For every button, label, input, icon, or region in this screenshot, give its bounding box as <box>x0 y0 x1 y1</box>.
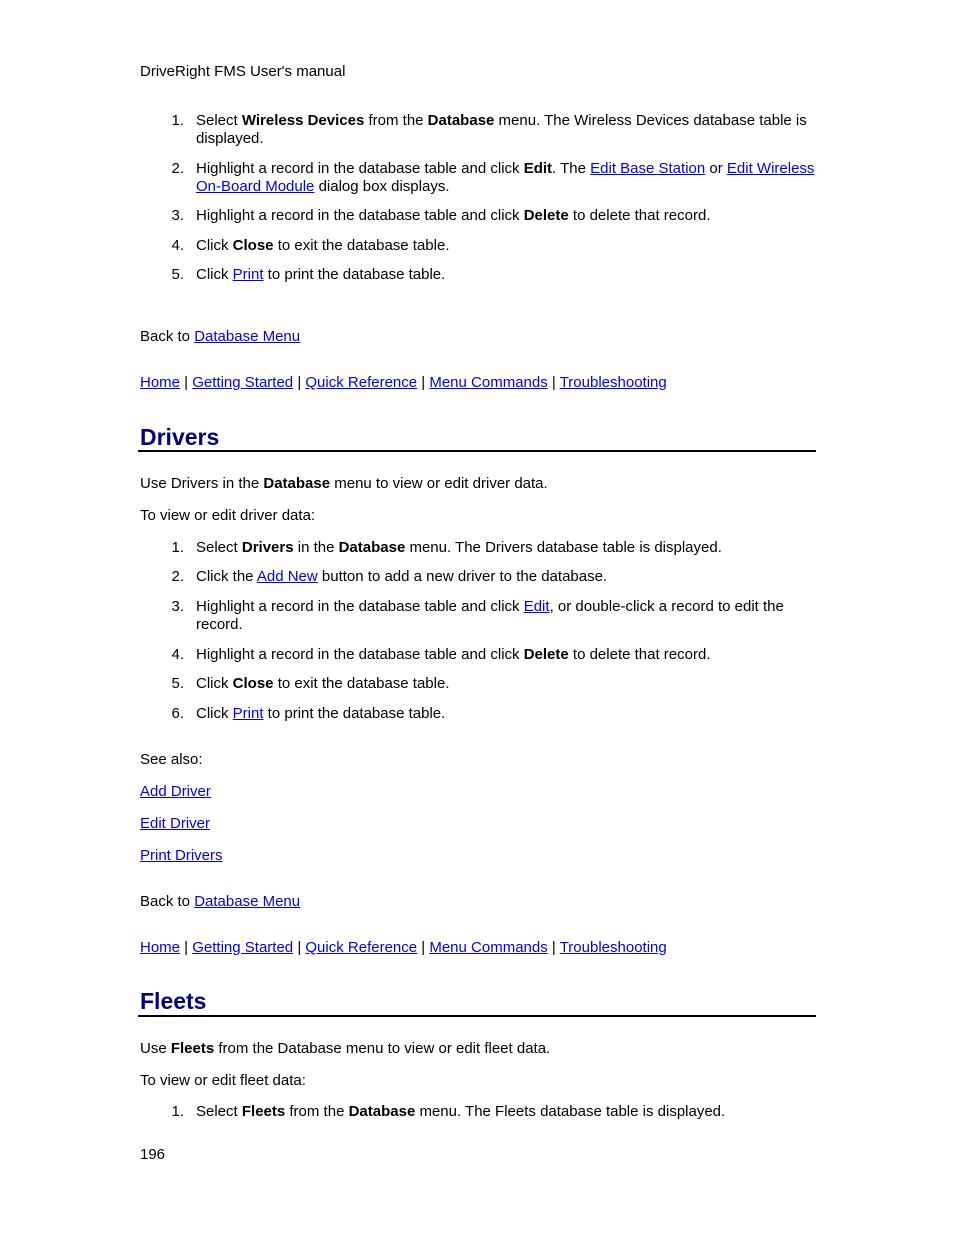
list-number: 2. <box>171 160 184 177</box>
list-text <box>196 675 820 693</box>
text-run: or <box>705 160 727 177</box>
print-drivers-link[interactable]: Print Drivers <box>140 847 223 864</box>
edit-driver-link[interactable]: Edit Driver <box>140 815 211 832</box>
list-number: 1. <box>171 112 184 129</box>
text-run: dialog box displays. <box>314 178 450 195</box>
bold-term: Wireless Devices <box>241 112 365 129</box>
list-text <box>196 598 820 634</box>
list-text <box>196 539 820 557</box>
bold-term: Delete <box>523 646 569 663</box>
text-run: Highlight a record in the database table and click <box>196 646 524 663</box>
getting-started-link[interactable]: Getting Started <box>192 374 294 391</box>
back-to-label: Back to <box>140 893 195 910</box>
text-run: Use <box>140 1040 171 1057</box>
text-run: Highlight a record in the database table and click <box>196 598 524 615</box>
text-run: menu. The Drivers database table is displayed. <box>405 539 722 556</box>
text-run: Click <box>196 705 233 722</box>
drivers-to-view: To view or edit driver data: <box>140 507 316 524</box>
text-run: to print the database table. <box>263 266 446 283</box>
bold-term: Database <box>338 539 406 556</box>
list-text <box>196 237 820 255</box>
fleets-heading: Fleets <box>140 988 207 1014</box>
bold-term: Database <box>348 1103 416 1120</box>
back-to-label: Back to <box>140 328 195 345</box>
quick-reference-link[interactable]: Quick Reference <box>305 939 418 956</box>
list-number: 3. <box>171 598 184 615</box>
list-number: 4. <box>171 646 184 663</box>
list-text <box>196 568 820 586</box>
text-run: menu. The Wireless Devices database table is displayed. <box>196 112 807 147</box>
fleets-intro <box>140 1040 820 1058</box>
text-run: to delete that record. <box>568 207 711 224</box>
bold-term: Close <box>232 675 274 692</box>
inline-link[interactable]: Print <box>232 705 264 722</box>
inline-link[interactable]: Edit <box>523 598 550 615</box>
back-to-line <box>140 328 300 346</box>
nav-separator: | <box>417 374 430 391</box>
list-number: 6. <box>171 705 184 722</box>
list-text <box>196 705 820 723</box>
text-run: in the <box>293 539 339 556</box>
fleets-to-view: To view or edit fleet data: <box>140 1072 306 1089</box>
list-text <box>196 207 820 225</box>
bold-term: Close <box>232 237 274 254</box>
inline-link[interactable]: Edit Base Station <box>590 160 706 177</box>
drivers-intro <box>140 475 820 493</box>
getting-started-link[interactable]: Getting Started <box>192 939 294 956</box>
back-to-line <box>140 893 300 911</box>
menu-commands-link[interactable]: Menu Commands <box>429 939 548 956</box>
text-run: Select <box>196 1103 242 1120</box>
text-run: Select <box>196 112 242 129</box>
database-menu-link[interactable]: Database Menu <box>194 893 301 910</box>
text-run: to print the database table. <box>263 705 446 722</box>
text-run: menu. The Fleets database table is displayed. <box>415 1103 726 1120</box>
text-run: Click <box>196 675 233 692</box>
troubleshooting-link[interactable]: Troubleshooting <box>559 374 667 391</box>
home-link[interactable]: Home <box>140 939 181 956</box>
text-run: Use Drivers in the <box>140 475 264 492</box>
add-driver-link[interactable]: Add Driver <box>140 783 211 800</box>
text-run: to exit the database table. <box>273 237 450 254</box>
nav-separator: | <box>180 374 193 391</box>
list-text <box>196 646 820 664</box>
nav-separator: | <box>180 939 193 956</box>
text-run: from the Database menu to view or edit fleet data. <box>214 1040 551 1057</box>
list-number: 1. <box>171 539 184 556</box>
nav-separator: | <box>547 939 560 956</box>
drivers-heading: Drivers <box>140 424 220 450</box>
bold-term: Database <box>263 475 331 492</box>
list-number: 2. <box>171 568 184 585</box>
inline-link[interactable]: Edit Wireless On-Board Module <box>196 160 815 195</box>
text-run: Highlight a record in the database table and click <box>196 160 524 177</box>
bold-term: Delete <box>523 207 569 224</box>
text-run: menu to view or edit driver data. <box>330 475 548 492</box>
text-run: , or double-click a record to edit the record. <box>196 598 784 633</box>
bold-term: Fleets <box>241 1103 286 1120</box>
bold-term: Edit <box>523 160 553 177</box>
troubleshooting-link[interactable]: Troubleshooting <box>559 939 667 956</box>
text-run: from the <box>285 1103 349 1120</box>
list-text <box>196 1103 820 1121</box>
text-run: button to add a new driver to the database. <box>317 568 608 585</box>
heading-rule <box>138 1015 816 1017</box>
page-number: 196 <box>140 1146 166 1163</box>
nav-separator: | <box>293 374 306 391</box>
running-header: DriveRight FMS User's manual <box>140 63 346 80</box>
list-number: 1. <box>171 1103 184 1120</box>
nav-separator: | <box>417 939 430 956</box>
text-run: from the <box>364 112 428 129</box>
menu-commands-link[interactable]: Menu Commands <box>429 374 548 391</box>
text-run: Click the <box>196 568 257 585</box>
inline-link[interactable]: Print <box>232 266 264 283</box>
text-run: to exit the database table. <box>273 675 450 692</box>
list-number: 3. <box>171 207 184 224</box>
text-run: Highlight a record in the database table and click <box>196 207 524 224</box>
nav-bar <box>140 374 667 392</box>
home-link[interactable]: Home <box>140 374 181 391</box>
bold-term: Drivers <box>241 539 294 556</box>
list-number: 5. <box>171 266 184 283</box>
database-menu-link[interactable]: Database Menu <box>194 328 301 345</box>
text-run: Click <box>196 237 233 254</box>
text-run: Click <box>196 266 233 283</box>
inline-link[interactable]: Add New <box>256 568 318 585</box>
see-also-label: See also: <box>140 751 203 768</box>
bold-term: Database <box>427 112 495 129</box>
list-text <box>196 112 820 148</box>
bold-term: Fleets <box>170 1040 215 1057</box>
text-run: to delete that record. <box>568 646 711 663</box>
heading-rule <box>138 450 816 452</box>
nav-separator: | <box>293 939 306 956</box>
list-number: 5. <box>171 675 184 692</box>
list-number: 4. <box>171 237 184 254</box>
text-run: Select <box>196 539 242 556</box>
nav-separator: | <box>547 374 560 391</box>
nav-bar <box>140 939 667 957</box>
list-text <box>196 266 820 284</box>
text-run: . The <box>552 160 591 177</box>
quick-reference-link[interactable]: Quick Reference <box>305 374 418 391</box>
list-text <box>196 160 820 196</box>
